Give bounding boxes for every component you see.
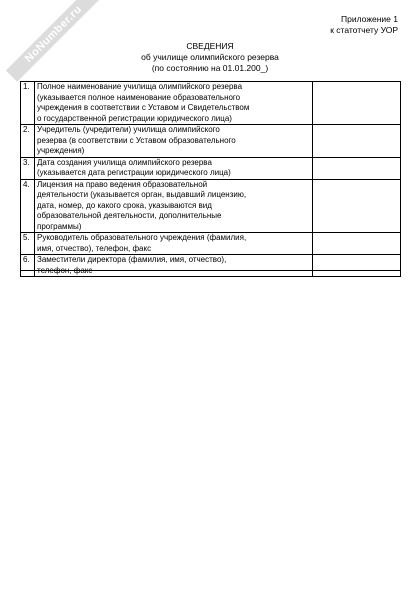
table-row — [21, 125, 401, 158]
row-value-cell[interactable] — [313, 179, 401, 233]
row-value-cell[interactable] — [313, 255, 401, 277]
info-table — [20, 81, 401, 277]
row-label-line: дата, номер, до какого срока, указываются вид — [37, 200, 212, 210]
appendix-line-2: к статотчету УОР — [330, 25, 398, 35]
row-label-line: о государственной регистрации юридического лица) — [37, 113, 232, 123]
row-label — [35, 157, 313, 179]
row-label-line: (указывается полное наименование образовательного — [37, 92, 241, 102]
row-number: 2. — [21, 125, 35, 158]
row-label-line: Учредитель (учредители) училища олимпийского — [37, 125, 220, 134]
watermark: NoNumber.ru — [6, 0, 102, 82]
document-title: СВЕДЕНИЯ — [186, 41, 234, 51]
row-label-line: Полное наименование училища олимпийского резерва — [37, 82, 243, 91]
row-label-line: Дата создания училища олимпийского резерва — [37, 157, 212, 167]
table-row — [21, 157, 401, 179]
row-number: 1. — [21, 82, 35, 125]
row-label-line: Лицензия на право ведения образовательной — [37, 179, 208, 189]
row-value-cell[interactable] — [313, 125, 401, 158]
row-label-line: деятельности (указывается орган, выдавший лицензию, — [37, 190, 247, 199]
row-value-cell[interactable] — [313, 157, 401, 179]
row-label-line: учреждения) — [37, 146, 85, 155]
row-number: 4. — [21, 179, 35, 233]
row-label-line: учреждения в соответствии с Уставом и Свидетельством — [37, 103, 250, 112]
row-label — [35, 125, 313, 158]
row-label-line: Заместители директора (фамилия, имя, отчество), — [37, 255, 227, 264]
table-row — [21, 255, 401, 277]
row-number: 3. — [21, 157, 35, 179]
row-value-cell[interactable] — [313, 82, 401, 125]
row-label-line: программы) — [37, 221, 82, 231]
row-label-line: резерва (в соответствии с Уставом образовательного — [37, 135, 236, 145]
row-number: 6. — [21, 255, 35, 277]
row-label-line: (указывается дата регистрации юридического лица) — [37, 168, 231, 177]
row-value-cell[interactable] — [313, 233, 401, 255]
row-label-line: образовательной деятельности, дополнительные — [37, 211, 222, 220]
appendix-line-1: Приложение 1 — [341, 14, 398, 24]
row-label-line: имя, отчество), телефон, факс — [37, 243, 152, 253]
row-label — [35, 255, 313, 277]
document-date-line: (по состоянию на 01.01.200_) — [151, 63, 269, 73]
row-number: 5. — [21, 233, 35, 255]
row-label-line: Руководитель образовательного учреждения (фамилия, — [37, 233, 247, 242]
table-row — [21, 233, 401, 255]
document-heading — [0, 41, 420, 74]
row-label-line: телефон, факс — [37, 265, 93, 275]
row-label — [35, 233, 313, 255]
appendix-note — [330, 14, 398, 36]
row-label — [35, 82, 313, 125]
table-row — [21, 82, 401, 125]
bottom-divider — [20, 270, 400, 271]
document-subtitle: об училище олимпийского резерва — [141, 52, 279, 62]
table-row — [21, 179, 401, 233]
row-label — [35, 179, 313, 233]
